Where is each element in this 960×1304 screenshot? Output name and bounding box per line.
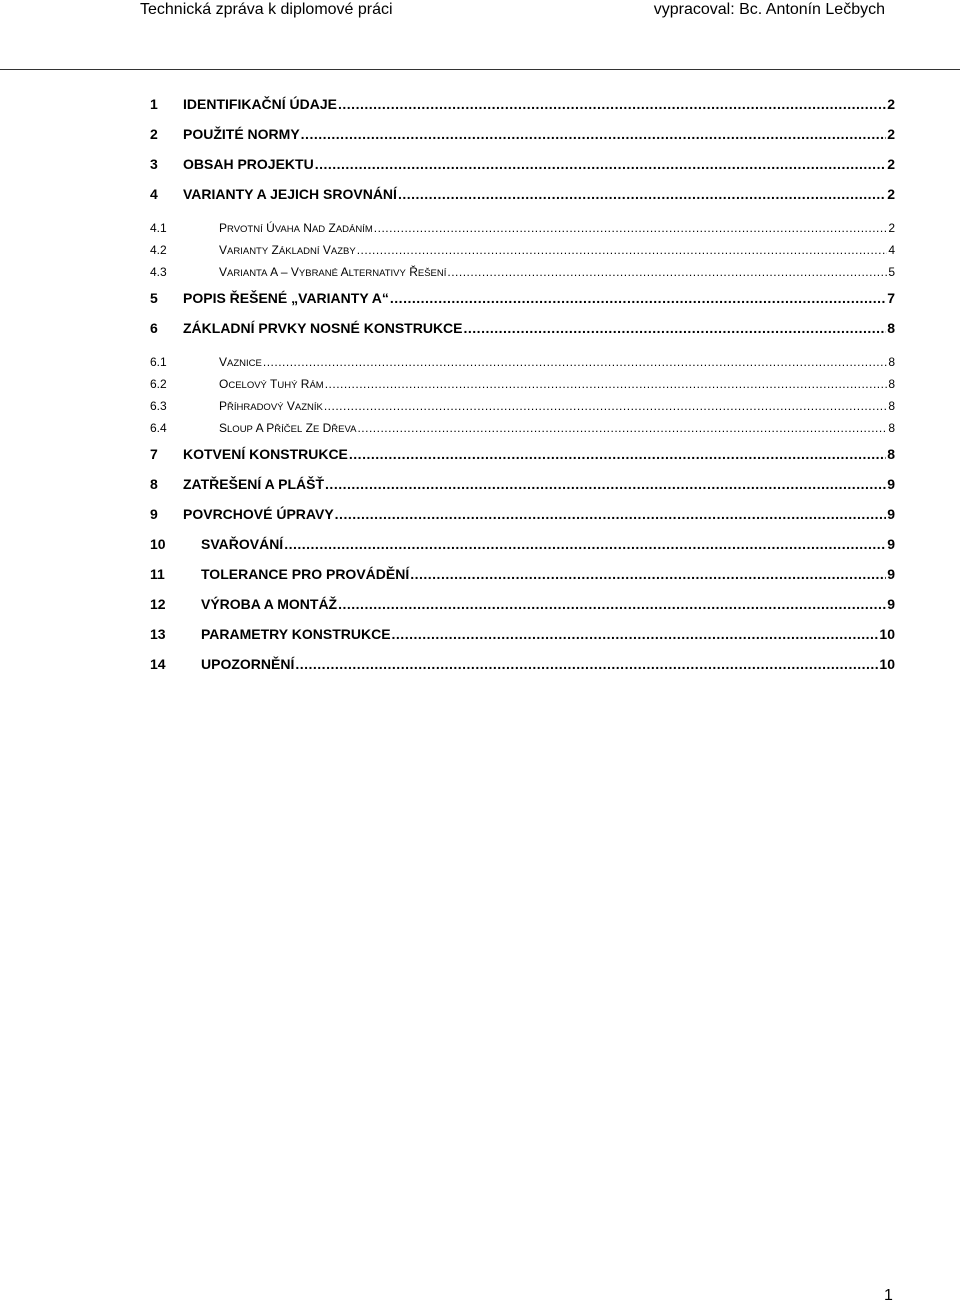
toc-leader	[447, 265, 887, 279]
toc-number: 9	[150, 506, 158, 522]
toc-page-number: 9	[887, 476, 895, 492]
toc-number: 7	[150, 446, 158, 462]
toc-leader	[338, 596, 886, 612]
toc-subentry[interactable]	[150, 355, 895, 377]
toc-entry[interactable]	[150, 320, 895, 350]
toc-subentry[interactable]	[150, 421, 895, 443]
toc-leader	[325, 377, 888, 391]
toc-number: 12	[150, 596, 166, 612]
toc-entry[interactable]	[150, 290, 895, 320]
toc-page-number: 8	[888, 355, 895, 369]
toc-title: TOLERANCE PRO PROVÁDĚNÍ	[201, 566, 410, 582]
toc-title: VÝROBA A MONTÁŽ	[201, 596, 338, 612]
toc-page-number: 5	[888, 265, 895, 279]
toc-entry[interactable]	[150, 186, 895, 216]
toc-page-number: 2	[887, 156, 895, 172]
toc-page-number: 9	[887, 536, 895, 552]
toc-number: 6.2	[150, 377, 167, 391]
toc-title: IDENTIFIKAČNÍ ÚDAJE	[183, 96, 338, 112]
table-of-contents	[150, 96, 895, 686]
toc-number: 6	[150, 320, 158, 336]
toc-title: POPIS ŘEŠENÉ „VARIANTY A“	[183, 290, 389, 306]
toc-number: 6.3	[150, 399, 167, 413]
toc-subentry[interactable]	[150, 377, 895, 399]
toc-subentry[interactable]	[150, 399, 895, 421]
toc-page-number: 2	[887, 126, 895, 142]
toc-entry[interactable]	[150, 476, 895, 506]
toc-page-number: 8	[888, 421, 895, 435]
toc-leader	[301, 126, 887, 142]
header-document-title: Technická zpráva k diplomové práci	[140, 1, 393, 18]
toc-title: PARAMETRY KONSTRUKCE	[201, 626, 391, 642]
toc-number: 6.1	[150, 355, 167, 369]
page-header	[0, 0, 960, 70]
toc-number: 4.2	[150, 243, 167, 257]
toc-leader	[324, 399, 887, 413]
toc-number: 6.4	[150, 421, 167, 435]
toc-leader	[357, 243, 888, 257]
toc-title: POVRCHOVÉ ÚPRAVY	[183, 506, 334, 522]
toc-page-number: 4	[888, 243, 895, 257]
toc-page-number: 2	[887, 96, 895, 112]
toc-leader	[338, 96, 886, 112]
toc-number: 10	[150, 536, 166, 552]
toc-leader	[284, 536, 886, 552]
toc-entry[interactable]	[150, 656, 895, 686]
toc-leader	[263, 355, 887, 369]
toc-subentry[interactable]	[150, 265, 895, 287]
toc-title: VARIANTA A – VYBRANÉ ALTERNATIVY ŘEŠENÍ	[219, 265, 447, 279]
toc-title: OCELOVÝ TUHÝ RÁM	[219, 377, 324, 391]
toc-leader	[295, 656, 878, 672]
toc-title: KOTVENÍ KONSTRUKCE	[183, 446, 348, 462]
toc-page-number: 2	[887, 186, 895, 202]
toc-title: ZÁKLADNÍ PRVKY NOSNÉ KONSTRUKCE	[183, 320, 463, 336]
footer-page-number: 1	[884, 1287, 893, 1304]
toc-title: SVAŘOVÁNÍ	[201, 536, 284, 552]
toc-title: OBSAH PROJEKTU	[183, 156, 314, 172]
toc-title: PRVOTNÍ ÚVAHA NAD ZADÁNÍM	[219, 221, 373, 235]
toc-number: 2	[150, 126, 158, 142]
toc-page-number: 10	[879, 626, 895, 642]
toc-number: 8	[150, 476, 158, 492]
toc-number: 3	[150, 156, 158, 172]
toc-title: SLOUP A PŘÍČEL ZE DŘEVA	[219, 421, 357, 435]
toc-number: 13	[150, 626, 166, 642]
toc-subentry[interactable]	[150, 221, 895, 243]
toc-title: POUŽITÉ NORMY	[183, 126, 300, 142]
toc-leader	[392, 626, 879, 642]
toc-title: PŘÍHRADOVÝ VAZNÍK	[219, 399, 323, 413]
toc-entry[interactable]	[150, 126, 895, 156]
toc-page-number: 2	[888, 221, 895, 235]
toc-page-number: 8	[888, 377, 895, 391]
toc-page-number: 8	[887, 446, 895, 462]
toc-entry[interactable]	[150, 566, 895, 596]
toc-entry[interactable]	[150, 626, 895, 656]
toc-leader	[398, 186, 886, 202]
toc-entry[interactable]	[150, 156, 895, 186]
toc-number: 1	[150, 96, 158, 112]
toc-subentry[interactable]	[150, 243, 895, 265]
toc-entry[interactable]	[150, 536, 895, 566]
toc-page-number: 10	[879, 656, 895, 672]
toc-leader	[349, 446, 886, 462]
toc-title: VARIANTY A JEJICH SROVNÁNÍ	[183, 186, 397, 202]
toc-number: 11	[150, 566, 165, 582]
toc-title: VAZNICE	[219, 355, 262, 369]
toc-page-number: 7	[887, 290, 895, 306]
toc-page-number: 9	[887, 566, 895, 582]
toc-page-number: 9	[887, 506, 895, 522]
toc-entry[interactable]	[150, 96, 895, 126]
toc-page-number: 8	[888, 399, 895, 413]
toc-leader	[315, 156, 887, 172]
toc-entry[interactable]	[150, 446, 895, 476]
toc-leader	[390, 290, 886, 306]
toc-number: 14	[150, 656, 166, 672]
toc-leader	[335, 506, 887, 522]
toc-number: 4.3	[150, 265, 167, 279]
toc-leader	[374, 221, 888, 235]
toc-page-number: 9	[887, 596, 895, 612]
header-author: vypracoval: Bc. Antonín Lečbych	[653, 1, 885, 18]
toc-number: 5	[150, 290, 158, 306]
toc-number: 4	[150, 186, 158, 202]
toc-leader	[464, 320, 887, 336]
toc-entry[interactable]	[150, 506, 895, 536]
toc-entry[interactable]	[150, 596, 895, 626]
toc-title: UPOZORNĚNÍ	[201, 656, 295, 672]
toc-title: ZATŘEŠENÍ A PLÁŠŤ	[183, 476, 325, 492]
toc-leader	[410, 566, 886, 582]
toc-title: VARIANTY ZÁKLADNÍ VAZBY	[219, 243, 356, 257]
toc-leader	[325, 476, 886, 492]
toc-page-number: 8	[887, 320, 895, 336]
toc-number: 4.1	[150, 221, 167, 235]
toc-leader	[357, 421, 887, 435]
